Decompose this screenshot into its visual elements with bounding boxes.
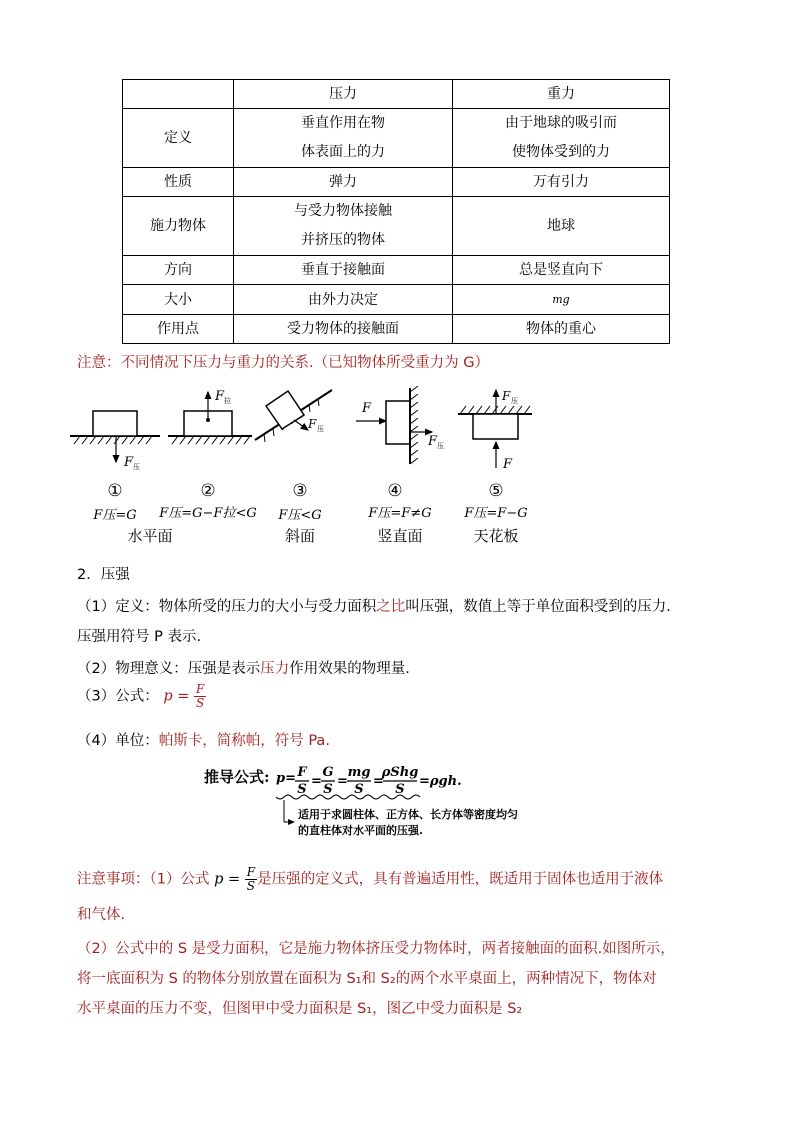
definition-line-2: 压强用符号 P 表示. — [77, 629, 202, 645]
table-row — [123, 197, 670, 256]
formula-label: （3）公式： — [77, 688, 159, 705]
relation-formula: F压=G — [93, 508, 137, 523]
derivation-note: 适用于求圆柱体、正方体、长方体等密度均匀 — [298, 808, 518, 821]
table-cell: 物体的重心 — [453, 315, 670, 344]
diagram-number: ③ — [292, 481, 308, 501]
diagram-number: ④ — [387, 481, 403, 501]
table-cell: 受力物体的接触面 — [234, 315, 453, 344]
row-label: 定义 — [123, 109, 234, 168]
note-pressure-gravity: 注意：不同情况下压力与重力的关系.（已知物体所受重力为 G） — [77, 355, 489, 371]
unit-highlight: 帕斯卡，简称帕，符号 Pa. — [158, 733, 330, 749]
row-label: 方向 — [123, 256, 234, 285]
table-cell: 垂直于接触面 — [234, 256, 453, 285]
table-cell: 弹力 — [234, 168, 453, 197]
fraction-denominator: S — [323, 782, 333, 797]
notes-heading: 注意事项：（1）公式 — [77, 871, 210, 888]
table-header-row — [123, 80, 670, 109]
diagram-2-pull — [168, 389, 252, 444]
table-cell — [234, 109, 453, 168]
table-header-cell: 压力 — [234, 80, 453, 109]
notes-formula-p: p = — [214, 871, 241, 888]
subscript-label: 压 — [511, 397, 518, 405]
fraction-denominator: S — [246, 879, 256, 893]
diagram-number: ① — [107, 481, 123, 501]
notes-text: 是压强的定义式，具有普遍适用性，既适用于固体也适用于液体 — [257, 871, 664, 888]
surface-caption: 水平面 — [127, 527, 173, 545]
diagram-1-horizontal — [70, 411, 160, 471]
diagram-5-ceiling — [458, 389, 532, 472]
fraction-denominator: S — [196, 696, 205, 710]
cell-line: 垂直作用在物 — [301, 115, 385, 131]
derivation-note: 的直柱体对水平面的压强. — [298, 824, 423, 837]
table-cell — [453, 285, 670, 315]
relation-formula: F压=F−G — [464, 506, 528, 521]
meaning-line — [77, 657, 410, 678]
surface-caption: 斜面 — [284, 527, 316, 545]
table-cell — [453, 109, 670, 168]
force-label: F — [124, 455, 134, 470]
meaning-text: （2）物理意义：压强是表示 — [77, 661, 261, 677]
unit-line — [77, 729, 330, 750]
fraction-numerator: mg — [347, 765, 371, 780]
table-row — [123, 256, 670, 285]
fraction-numerator: G — [322, 765, 334, 780]
subscript-label: 拉 — [224, 397, 231, 405]
cell-line: 与受力物体接触 — [294, 203, 392, 219]
notes-line-1b: 和气体. — [77, 907, 126, 923]
derivation-label: 推导公式: — [204, 768, 270, 786]
row-label: 施力物体 — [123, 197, 234, 256]
table-row — [123, 168, 670, 197]
section-title: 2．压强 — [77, 567, 130, 583]
fraction-numerator: F — [246, 865, 256, 879]
table-header-cell — [123, 80, 234, 109]
formula-p: p = — [163, 688, 190, 705]
force-label: F — [215, 389, 225, 404]
fraction-numerator: ρShg — [381, 765, 419, 780]
unit-label: （4）单位： — [77, 733, 159, 749]
fraction-numerator: F — [196, 682, 205, 696]
meaning-text: 作用效果的物理量. — [289, 661, 410, 677]
formula-fraction — [194, 683, 206, 710]
meaning-highlight: 压力 — [260, 661, 290, 677]
relation-formula: F压<G — [278, 508, 322, 523]
formula-line — [77, 683, 206, 710]
subscript-label: 压 — [437, 442, 444, 450]
diagram-number: ② — [200, 481, 216, 501]
force-label: F — [428, 434, 438, 449]
table-row — [123, 109, 670, 168]
diagram-4-vertical — [356, 386, 444, 464]
cell-line: 由于地球的吸引而 — [505, 115, 617, 131]
notes-line-4: 水平桌面的压力不变，但图甲中受力面积是 S₁，图乙中受力面积是 S₂ — [77, 1001, 523, 1017]
table-header-cell: 重力 — [453, 80, 670, 109]
relation-formula: F压=G−F拉<G — [159, 506, 257, 521]
table-row — [123, 315, 670, 344]
derivation-p: p= — [276, 771, 296, 786]
row-label: 性质 — [123, 168, 234, 197]
surface-caption: 竖直面 — [377, 527, 423, 545]
table-cell — [234, 197, 453, 256]
definition-text: 叫压强，数值上等于单位面积受到的压力. — [405, 599, 671, 615]
subscript-label: 压 — [133, 463, 140, 471]
table-cell: 由外力决定 — [234, 285, 453, 315]
fraction-denominator: S — [297, 782, 307, 797]
table-cell: 万有引力 — [453, 168, 670, 197]
cell-line: 并挤压的物体 — [301, 232, 385, 248]
force-label: F — [503, 457, 513, 472]
notes-line-2: （2）公式中的 S 是受力面积，它是施力物体挤压受力物体时，两者接触面的面积.如图所示， — [77, 941, 675, 957]
cell-line: 使物体受到的力 — [512, 144, 610, 160]
derivation-result: =ρgh. — [419, 774, 462, 789]
mg-symbol: mg — [552, 293, 570, 306]
notes-formula-fraction — [245, 866, 257, 893]
notes-line-1 — [77, 866, 663, 893]
table-row — [123, 285, 670, 315]
cell-line: 体表面上的力 — [301, 144, 385, 160]
definition-highlight: 之比 — [376, 599, 406, 615]
comparison-table — [122, 79, 670, 344]
svg-text:=: = — [373, 774, 384, 789]
fraction-numerator: F — [297, 765, 307, 780]
definition-line — [77, 595, 671, 616]
force-diagrams-figure — [60, 378, 550, 548]
subscript-label: 压 — [317, 425, 324, 433]
surface-caption: 天花板 — [473, 527, 519, 545]
row-label: 大小 — [123, 285, 234, 315]
diagram-3-incline — [255, 390, 332, 442]
fraction-denominator: S — [395, 782, 405, 797]
diagram-number: ⑤ — [488, 481, 504, 501]
relation-formula: F压=F≠G — [368, 506, 432, 521]
definition-text: （1）定义：物体所受的压力的大小与受力面积 — [77, 599, 377, 615]
svg-text:=: = — [311, 774, 322, 789]
fraction-denominator: S — [354, 782, 364, 797]
table-cell: 地球 — [453, 197, 670, 256]
force-label: F — [362, 401, 372, 416]
derivation-figure — [200, 760, 600, 842]
svg-text:=: = — [337, 774, 348, 789]
table-cell: 总是竖直向下 — [453, 256, 670, 285]
force-label: F — [308, 417, 317, 431]
row-label: 作用点 — [123, 315, 234, 344]
force-label: F — [502, 389, 511, 403]
notes-line-3: 将一底面积为 S 的物体分别放置在面积为 S₁和 S₂的两个水平桌面上，两种情况下，物体对 — [77, 971, 657, 987]
